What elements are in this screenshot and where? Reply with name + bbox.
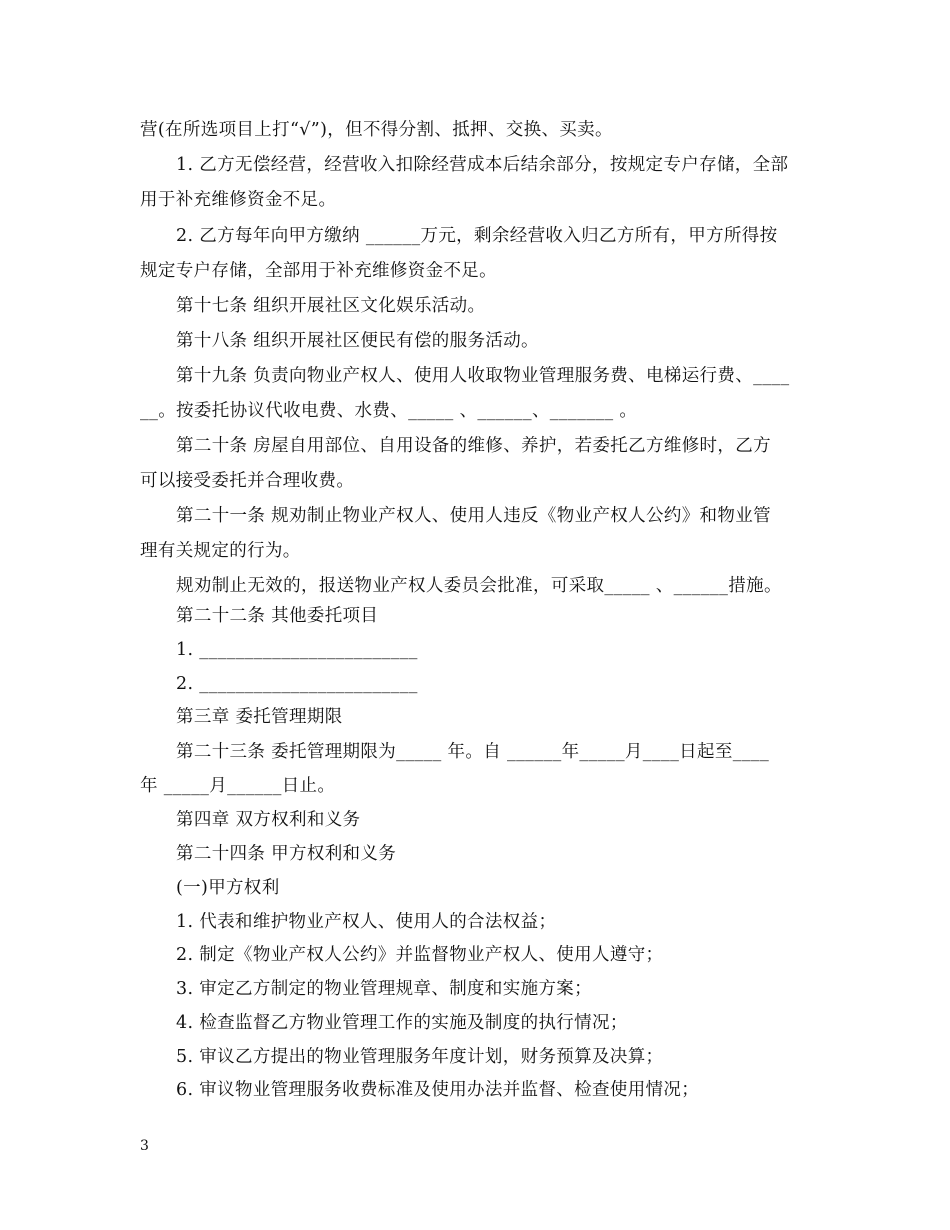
text-line: 1. 代表和维护物业产权人、使用人的合法权益；: [176, 912, 557, 932]
text-line: 第二十一条 规劝制止物业产权人、使用人违反《物业产权人公约》和物业管: [176, 506, 771, 526]
text-line: 第四章 双方权利和义务: [176, 810, 361, 830]
text-line: __。按委托协议代收电费、水费、_____ 、______、_______ 。: [140, 401, 638, 421]
text-line: 第十八条 组织开展社区便民有偿的服务活动。: [176, 331, 539, 351]
text-line: 1. 乙方无偿经营，经营收入扣除经营成本后结余部分，按规定专户存储，全部: [176, 155, 789, 175]
text-line: 规劝制止无效的，报送物业产权人委员会批准，可采取_____ 、______措施。: [176, 576, 782, 596]
text-line: 第二十二条 其他委托项目: [176, 606, 379, 626]
text-line: 年 _____月______日止。: [140, 776, 336, 796]
text-line: 2. ________________________: [176, 674, 418, 694]
text-line: 6. 审议物业管理服务收费标准及使用办法并监督、检查使用情况；: [176, 1080, 700, 1100]
text-line: 可以接受委托并合理收费。: [140, 471, 355, 491]
text-line: 4. 检查监督乙方物业管理工作的实施及制度的执行情况；: [176, 1013, 628, 1033]
text-line: 用于补充维修资金不足。: [140, 190, 337, 210]
text-line: 第二十三条 委托管理期限为_____ 年。自 ______年_____月____日起至____: [176, 742, 770, 762]
text-line: 理有关规定的行为。: [140, 541, 301, 561]
text-line: 5. 审议乙方提出的物业管理服务年度计划，财务预算及决算；: [176, 1047, 664, 1067]
text-line: (一)甲方权利: [176, 878, 280, 898]
text-line: 2. 制定《物业产权人公约》并监督物业产权人、使用人遵守；: [176, 945, 664, 965]
text-line: 第十九条 负责向物业产权人、使用人收取物业管理服务费、电梯运行费、____: [176, 366, 790, 386]
text-line: 营(在所选项目上打“√”)，但不得分割、抵押、交换、买卖。: [140, 120, 613, 140]
text-line: 3. 审定乙方制定的物业管理规章、制度和实施方案；: [176, 979, 593, 999]
text-line: 规定专户存储，全部用于补充维修资金不足。: [140, 261, 497, 281]
text-line: 第十七条 组织开展社区文化娱乐活动。: [176, 296, 486, 316]
page-number: 3: [140, 1138, 149, 1154]
text-line: 第二十条 房屋自用部位、自用设备的维修、养护，若委托乙方维修时，乙方: [176, 436, 771, 456]
text-line: 1. ________________________: [176, 640, 418, 660]
text-line: 2. 乙方每年向甲方缴纳 ______万元，剩余经营收入归乙方所有，甲方所得按: [176, 226, 778, 246]
text-line: 第三章 委托管理期限: [176, 707, 343, 727]
text-line: 第二十四条 甲方权利和义务: [176, 844, 397, 864]
